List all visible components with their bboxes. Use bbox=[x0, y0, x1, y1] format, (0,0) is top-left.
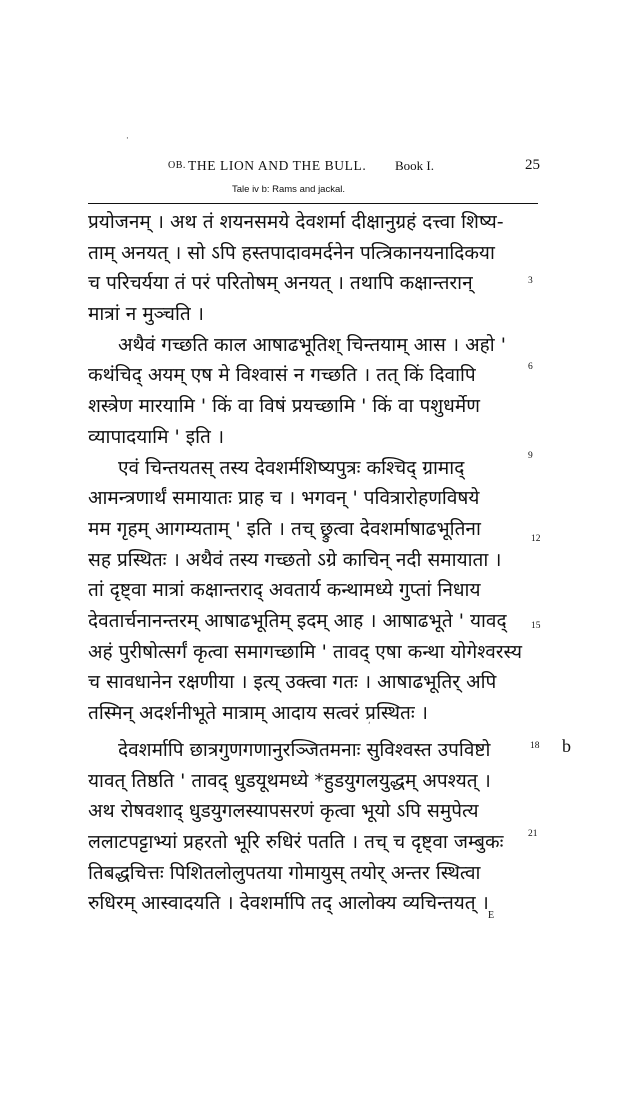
text-line: तस्मिन् अदर्शनीभूते मात्राम् आदाय सत्वरं प्रस्थितः । bbox=[88, 702, 428, 724]
line-number: 3 bbox=[528, 276, 533, 286]
text-line: व्यापादयामि ' इति । bbox=[88, 425, 225, 448]
line-number: 12 bbox=[531, 534, 541, 544]
line-number: 21 bbox=[528, 829, 538, 839]
text-line: यावत् तिष्ठति ' तावद् धुडयूथमध्ये *हुडयुगलयुद्धम् अपश्यत् । bbox=[88, 769, 491, 792]
header-left-mark: OB. bbox=[168, 160, 186, 171]
text-block-2 bbox=[88, 735, 538, 919]
text-line: मम गृहम् आगम्यताम् ' इति । तच् छ्रुत्वा देवशर्माषाढभूतिना bbox=[88, 517, 481, 540]
page-number: 25 bbox=[525, 157, 540, 173]
text-line: च सावधानेन रक्षणीया । इत्य् उक्त्वा गतः । आषाढभूतिर् अपि bbox=[88, 671, 497, 694]
text-line: रुधिरम् आस्वादयति । देवशर्मापि तद् आलोक्य व्यचिन्तयत् । bbox=[88, 892, 489, 915]
running-header bbox=[100, 158, 580, 180]
header-title: THE LION AND THE BULL. bbox=[188, 158, 367, 173]
text-line: मात्रां न मुञ्चति । bbox=[88, 303, 204, 326]
text-line: सह प्रस्थितः । अथैवं तस्य गच्छतो ऽग्रे काचिन् नदी समायाता । bbox=[88, 548, 502, 571]
text-line: अहं पुरीषोत्सर्गं कृत्वा समागच्छामि ' तावद् एषा कन्था योगेश्वरस्य bbox=[88, 640, 522, 663]
text-line: ललाटपट्टाभ्यां प्रहरतो भूरि रुधिरं पतति । तच् च दृष्ट्वा जम्बुकः bbox=[88, 831, 504, 854]
header-book: Book I. bbox=[395, 158, 434, 173]
header-rule bbox=[88, 203, 538, 204]
text-line: प्रयोजनम् । अथ तं शयनसमये देवशर्मा दीक्षानुग्रहं दत्त्वा शिष्य- bbox=[88, 211, 504, 233]
text-block-1 bbox=[88, 207, 538, 729]
line-number: 18 bbox=[530, 741, 540, 751]
text-line: तिबद्धचित्तः पिशितलोलुपतया गोमायुस् तयोर् अन्तर स्थित्वा bbox=[88, 861, 481, 884]
text-line: च परिचर्यया तं परं परितोषम् अनयत् । तथापि कक्षान्तरान् bbox=[88, 272, 473, 295]
speck: ʹ bbox=[368, 722, 371, 732]
text-line: शस्त्रेण मारयामि ' किं वा विषं प्रयच्छामि ' किं वा पशुधर्मेण bbox=[88, 395, 480, 418]
line-number: 15 bbox=[531, 621, 541, 631]
text-line: एवं चिन्तयतस् तस्य देवशर्मशिष्यपुत्रः कश्चिद् ग्रामाद् bbox=[118, 456, 465, 479]
text-line: ताम् अनयत् । सो ऽपि हस्तपादावमर्दनेन पत्त्रिकानयनादिकया bbox=[88, 241, 495, 264]
text-line: देवतार्चनानन्तरम् आषाढभूतिम् इदम् आह । आषाढभूते ' यावद् bbox=[88, 609, 507, 632]
text-line: आमन्त्रणार्थं समायातः प्राह च । भगवन् ' पवित्रारोहणविषये bbox=[88, 487, 480, 510]
margin-letter: b bbox=[562, 736, 571, 756]
text-line: तां दृष्ट्वा मात्रां कक्षान्तराद् अवतार्य कन्थामध्ये गुप्तां निधाय bbox=[88, 579, 481, 602]
text-line: कथंचिद् अयम् एष मे विश्वासं न गच्छति । तत् किं दिवापि bbox=[88, 364, 476, 387]
line-number: 9 bbox=[528, 451, 533, 461]
text-line: देवशर्मापि छात्रगुणगणानुरञ्जितमनाः सुविश्वस्त उपविष्टो bbox=[118, 739, 491, 761]
text-line: अथ रोषवशाद् धुडयुगलस्यापसरणं कृत्वा भूयो ऽपि समुपेत्य bbox=[88, 800, 479, 823]
signature-mark: E bbox=[488, 910, 495, 921]
text-line: अथैवं गच्छति काल आषाढभूतिश् चिन्तयाम् आस । अहो ' bbox=[118, 333, 506, 356]
line-number: 6 bbox=[528, 362, 533, 372]
speck: · bbox=[126, 134, 129, 144]
header-subtitle: Tale iv b: Rams and jackal. bbox=[232, 184, 345, 195]
